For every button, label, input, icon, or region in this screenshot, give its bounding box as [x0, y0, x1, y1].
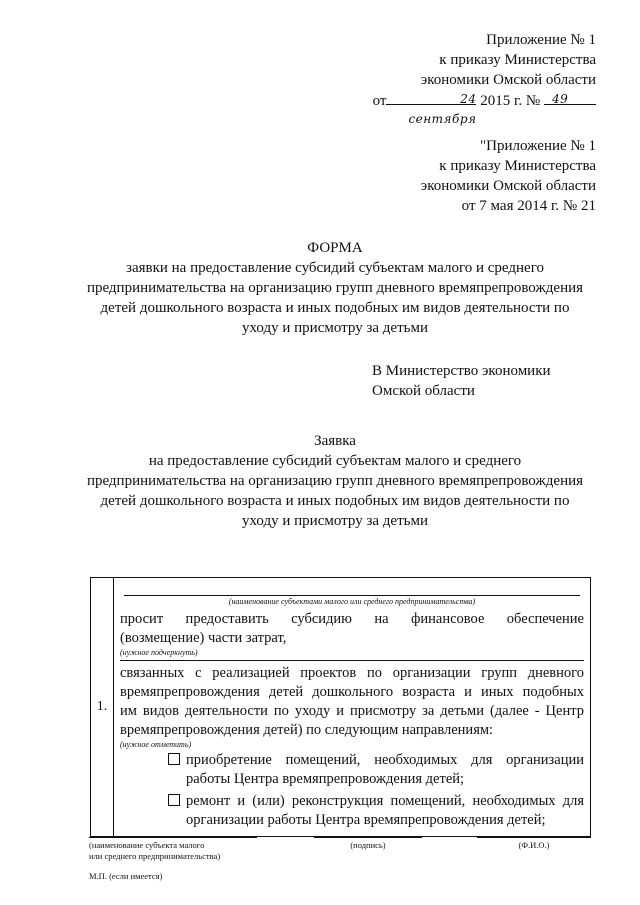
application-content-cell [114, 578, 591, 837]
option1-line2: работы Центра времяпрепровождения детей; [186, 771, 465, 787]
header1-line3: экономики Омской области [420, 72, 596, 88]
header2-line3: экономики Омской области [420, 178, 596, 194]
hint-mark: (нужное отметить) [120, 740, 192, 749]
header1-line1: Приложение № 1 [486, 32, 596, 48]
application-title-line4: уходу и присмотру за детьми [242, 513, 428, 529]
header1 [372, 30, 596, 126]
related-line1: связанных с реализацией проектов по организации групп дневного [120, 665, 584, 681]
option2-line2: организации работы Центра времяпрепровождения детей; [186, 812, 546, 828]
number-handwritten-field [544, 90, 596, 105]
addressee-line2: Омской области [372, 383, 475, 399]
checkbox-repair[interactable] [168, 794, 180, 806]
stamp-note: М.П. (если имеется) [89, 871, 163, 881]
number-handwritten: 49 [552, 92, 569, 106]
application-title: Заявка [314, 433, 356, 449]
applicant-name-line [124, 581, 580, 596]
date-prefix: от [372, 93, 387, 109]
signature-name-line [89, 837, 257, 838]
hint-underline: (нужное подчеркнуть) [120, 648, 198, 657]
caption-applicant-name: (наименование субъектами малого или среднего предпринимательства) [228, 597, 476, 606]
request-line1: просит предоставить субсидию на финансовое обеспечение [120, 611, 584, 627]
header1-date-line [372, 90, 596, 126]
date-year: 2015 г. № [480, 93, 541, 109]
application-title-line1: на предоставление субсидий субъектам малого и среднего [148, 453, 522, 469]
header1-line2: к приказу Министерства [439, 52, 596, 68]
caption-name-line1: (наименование субъекта малого [89, 840, 205, 850]
option-repair [120, 792, 584, 830]
caption-name-line2: или среднего предпринимательства) [89, 851, 221, 861]
row-number: 1. [96, 699, 108, 714]
signature-fio-line [477, 837, 591, 838]
separator-line [120, 660, 584, 661]
form-title-block [80, 238, 590, 338]
header2-line4: от 7 мая 2014 г. № 21 [461, 198, 596, 214]
related-line3: им видов деятельности по уходу и присмотру за детьми (далее - Центр [120, 703, 584, 719]
form-title-line1: заявки на предоставление субсидий субъектам малого и среднего [126, 260, 544, 276]
header2-line2: к приказу Министерства [439, 158, 596, 174]
form-title: ФОРМА [307, 240, 363, 256]
addressee-line1: В Министерство экономики [372, 363, 551, 379]
addressee [372, 361, 551, 401]
caption-signature-name [89, 840, 220, 862]
application-title-block [80, 431, 590, 531]
form-title-line4: уходу и присмотру за детьми [242, 320, 428, 336]
option2-line1: ремонт и (или) реконструкция помещений, необходимых для [186, 793, 584, 809]
application-table [90, 577, 591, 837]
option1-line1: приобретение помещений, необходимых для организации [186, 752, 584, 768]
option-purchase [120, 751, 584, 789]
row-number-cell [91, 578, 114, 837]
application-title-line2: предпринимательства на организацию групп дневного времяпрепровождения [86, 473, 584, 489]
caption-fio: (Ф.И.О.) [518, 840, 550, 850]
form-title-line3: детей дошкольного возраста и иных подобных им видов деятельности по [100, 300, 570, 316]
request-line2: (возмещение) части затрат, [120, 630, 287, 646]
application-title-line3: детей дошкольного возраста и иных подобных им видов деятельности по [100, 493, 570, 509]
header2 [421, 136, 596, 216]
caption-signature: (подпись) [350, 840, 386, 850]
related-line2: времяпрепровождения детей дошкольного возраста и иных подобных [120, 684, 584, 700]
date-handwritten: 24 сентября [408, 92, 477, 126]
checkbox-purchase[interactable] [168, 753, 180, 765]
date-handwritten-field [386, 90, 477, 126]
signature-sign-line [314, 837, 422, 838]
related-line4: времяпрепровождения детей) по следующим направлениям: [120, 722, 494, 738]
header2-line1: "Приложение № 1 [480, 138, 596, 154]
form-title-line2: предпринимательства на организацию групп дневного времяпрепровождения [86, 280, 584, 296]
